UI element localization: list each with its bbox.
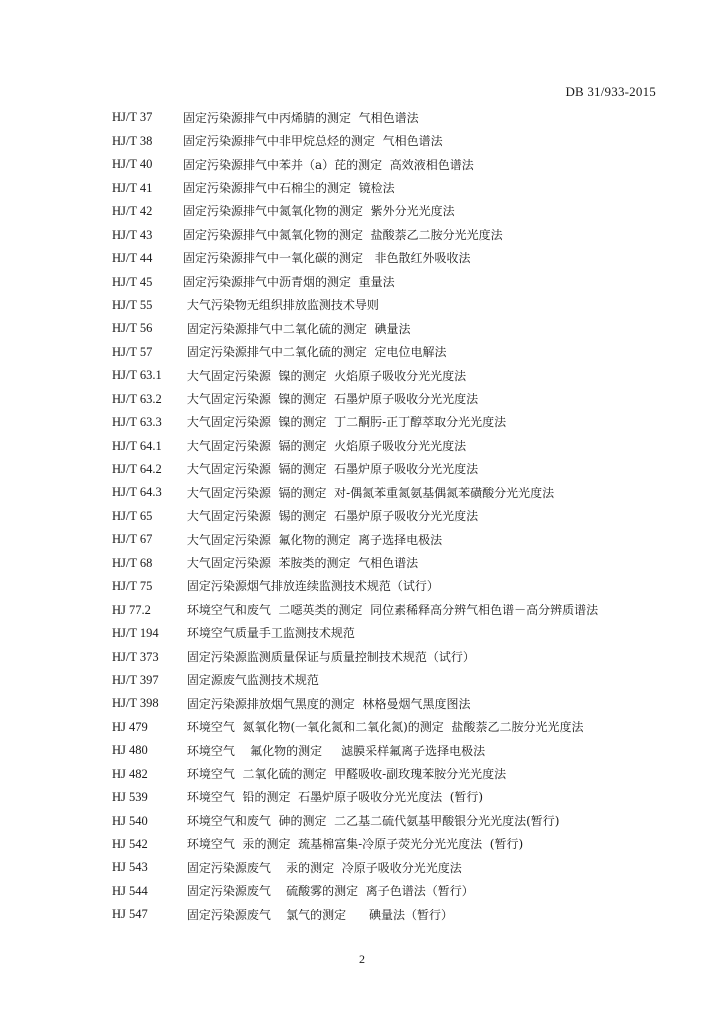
standard-title: 固定污染源排气中苯并（a）芘的测定 高效液相色谱法 xyxy=(183,158,474,171)
standard-title: 大气固定污染源 镍的测定 石墨炉原子吸收分光光度法 xyxy=(183,392,479,405)
standard-row xyxy=(112,669,664,692)
standard-code: HJ 482 xyxy=(112,766,148,781)
standard-code: HJ/T 42 xyxy=(112,204,153,219)
standard-code: HJ/T 397 xyxy=(112,672,159,687)
standard-code: HJ/T 45 xyxy=(112,274,153,289)
standard-title: 固定污染源废气 氯气的测定 碘量法（暂行） xyxy=(183,908,453,921)
standard-row xyxy=(112,551,664,574)
page-number: 2 xyxy=(359,952,365,966)
standard-title: 固定污染源烟气排放连续监测技术规范（试行） xyxy=(183,580,439,593)
standard-code: HJ/T 373 xyxy=(112,649,159,664)
standard-code: HJ 547 xyxy=(112,907,148,922)
standard-code: HJ 543 xyxy=(112,860,148,875)
standard-code: HJ/T 57 xyxy=(112,344,153,359)
standard-row xyxy=(112,223,664,246)
standard-row xyxy=(112,481,664,504)
standard-title: 大气固定污染源 镉的测定 石墨炉原子吸收分光光度法 xyxy=(183,463,479,476)
standard-title: 环境空气 氮氧化物(一氧化氮和二氧化氮)的测定 盐酸萘乙二胺分光光度法 xyxy=(183,721,584,734)
standard-code: HJ/T 44 xyxy=(112,251,153,266)
standard-row xyxy=(112,622,664,645)
standard-title: 固定污染源排气中丙烯腈的测定 气相色谱法 xyxy=(183,111,419,124)
standard-row xyxy=(112,434,664,457)
standard-title: 固定污染源排气中石棉尘的测定 镜检法 xyxy=(183,182,395,195)
standard-row xyxy=(112,504,664,527)
standard-title: 固定污染源排气中氮氧化物的测定 盐酸萘乙二胺分光光度法 xyxy=(183,228,503,241)
standard-row xyxy=(112,270,664,293)
standard-code: HJ/T 55 xyxy=(112,297,153,312)
standard-row xyxy=(112,153,664,176)
standard-row xyxy=(112,645,664,668)
standard-row xyxy=(112,715,664,738)
standard-code: HJ/T 40 xyxy=(112,157,153,172)
standard-row xyxy=(112,692,664,715)
standard-code: HJ/T 64.2 xyxy=(112,462,162,477)
standard-code: HJ/T 38 xyxy=(112,133,153,148)
standard-row xyxy=(112,528,664,551)
standard-row xyxy=(112,458,664,481)
standard-row xyxy=(112,317,664,340)
standard-row xyxy=(112,575,664,598)
standard-title: 大气固定污染源 苯胺类的测定 气相色谱法 xyxy=(183,557,419,570)
standard-code: HJ/T 64.1 xyxy=(112,438,162,453)
standard-code: HJ 544 xyxy=(112,883,148,898)
standard-code: HJ 540 xyxy=(112,813,148,828)
standard-row xyxy=(112,856,664,879)
standard-title: 环境空气和废气 二噁英类的测定 同位素稀释高分辨气相色谱－高分辨质谱法 xyxy=(183,603,599,616)
standard-title: 大气固定污染源 锡的测定 石墨炉原子吸收分光光度法 xyxy=(183,510,479,523)
standard-row xyxy=(112,294,664,317)
standard-code: HJ/T 63.3 xyxy=(112,415,162,430)
standard-code: HJ/T 398 xyxy=(112,696,159,711)
standard-row xyxy=(112,739,664,762)
standard-title: 环境空气 二氧化硫的测定 甲醛吸收-副玫瑰苯胺分光光度法 xyxy=(183,767,507,780)
standard-title: 环境空气 汞的测定 巯基棉富集-冷原子荧光分光光度法 (暂行) xyxy=(183,838,524,851)
standard-title: 固定污染源废气 汞的测定 冷原子吸收分光光度法 xyxy=(183,861,462,874)
standard-row xyxy=(112,598,664,621)
standard-title: 大气污染物无组织排放监测技术导则 xyxy=(183,299,379,312)
standard-row xyxy=(112,364,664,387)
standard-code: HJ 542 xyxy=(112,837,148,852)
standard-row xyxy=(112,786,664,809)
standard-title: 环境空气 铅的测定 石墨炉原子吸收分光光度法 (暂行) xyxy=(183,791,484,804)
standard-code: HJ 479 xyxy=(112,719,148,734)
standard-code: HJ 480 xyxy=(112,743,148,758)
standard-title: 大气固定污染源 镉的测定 对-偶氮苯重氮氨基偶氮苯磺酸分光光度法 xyxy=(183,486,555,499)
standard-row xyxy=(112,387,664,410)
standard-title: 大气固定污染源 镍的测定 丁二酮肟-正丁醇萃取分光光度法 xyxy=(183,416,507,429)
standard-title: 固定污染源排气中一氧化碳的测定 非色散红外吸收法 xyxy=(183,252,471,265)
standard-code: HJ/T 64.3 xyxy=(112,485,162,500)
standard-title: 固定污染源排气中氮氧化物的测定 紫外分光光度法 xyxy=(183,205,455,218)
standards-list xyxy=(112,106,664,926)
standard-title: 环境空气 氟化物的测定 滤膜采样氟离子选择电极法 xyxy=(183,744,486,757)
standard-title: 环境空气和废气 砷的测定 二乙基二硫代氨基甲酸银分光光度法(暂行) xyxy=(183,814,560,827)
standard-title: 固定污染源排气中二氧化硫的测定 碘量法 xyxy=(183,322,411,335)
standard-title: 固定污染源排气中沥青烟的测定 重量法 xyxy=(183,275,395,288)
standard-code: HJ/T 65 xyxy=(112,508,153,523)
standard-title: 大气固定污染源 镉的测定 火焰原子吸收分光光度法 xyxy=(183,439,467,452)
standard-code: HJ/T 68 xyxy=(112,555,153,570)
standard-row xyxy=(112,833,664,856)
standard-title: 环境空气质量手工监测技术规范 xyxy=(183,627,355,640)
standard-title: 固定污染源排放烟气黑度的测定 林格曼烟气黑度图法 xyxy=(183,697,471,710)
standard-code: HJ/T 41 xyxy=(112,180,153,195)
standard-code: HJ/T 56 xyxy=(112,321,153,336)
standard-row xyxy=(112,411,664,434)
standard-title: 大气固定污染源 镍的测定 火焰原子吸收分光光度法 xyxy=(183,369,467,382)
standard-code: HJ/T 43 xyxy=(112,227,153,242)
standard-row xyxy=(112,903,664,926)
standard-code: HJ/T 194 xyxy=(112,626,159,641)
standard-title: 固定污染源废气 硫酸雾的测定 离子色谱法（暂行） xyxy=(183,885,474,898)
standard-title: 固定源废气监测技术规范 xyxy=(183,674,319,687)
standard-title: 固定污染源排气中非甲烷总烃的测定 气相色谱法 xyxy=(183,135,443,148)
standard-title: 大气固定污染源 氟化物的测定 离子选择电极法 xyxy=(183,533,443,546)
standard-title: 固定污染源监测质量保证与质量控制技术规范（试行） xyxy=(183,650,475,663)
document-code: DB 31/933-2015 xyxy=(565,84,656,99)
standard-row xyxy=(112,106,664,129)
standard-code: HJ/T 67 xyxy=(112,532,153,547)
standard-code: HJ/T 63.2 xyxy=(112,391,162,406)
standard-row xyxy=(112,762,664,785)
standard-row xyxy=(112,200,664,223)
standard-code: HJ 539 xyxy=(112,790,148,805)
standard-row xyxy=(112,247,664,270)
standard-title: 固定污染源排气中二氧化硫的测定 定电位电解法 xyxy=(183,346,447,359)
standard-code: HJ 77.2 xyxy=(112,602,151,617)
standard-row xyxy=(112,340,664,363)
standard-row xyxy=(112,176,664,199)
standard-row xyxy=(112,129,664,152)
standard-code: HJ/T 63.1 xyxy=(112,368,162,383)
standard-row xyxy=(112,879,664,902)
standard-row xyxy=(112,809,664,832)
standard-code: HJ/T 37 xyxy=(112,110,153,125)
standard-code: HJ/T 75 xyxy=(112,579,153,594)
